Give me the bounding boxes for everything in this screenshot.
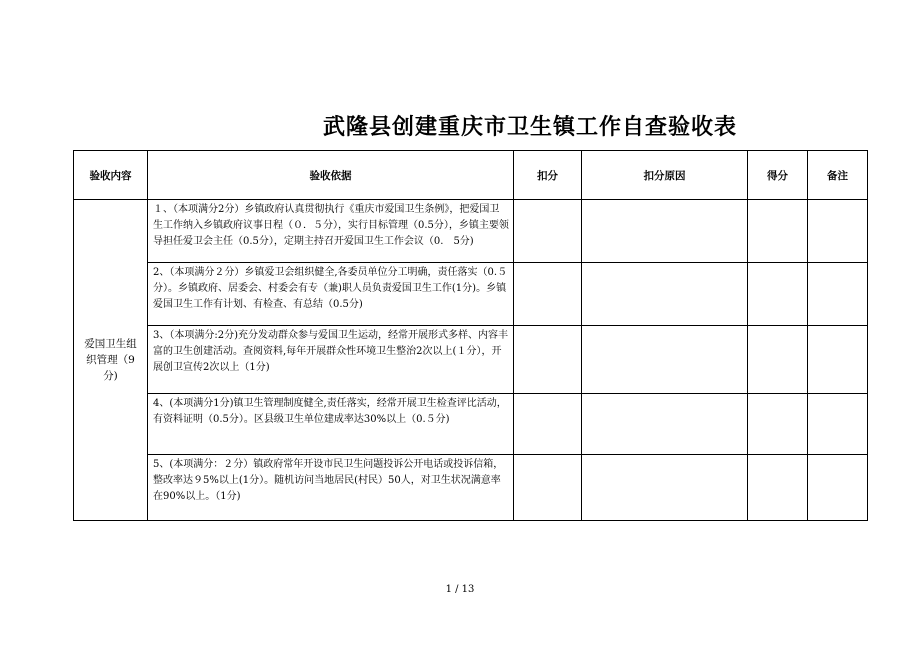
header-deduction-reason: 扣分原因 [582,151,748,200]
header-score: 得分 [748,151,808,200]
score-cell [748,200,808,263]
table-row [74,200,868,263]
reason-cell [582,394,748,455]
remarks-cell [808,455,868,521]
basis-cell: 3、（本项满分:2分)充分发动群众参与爱国卫生运动，经常开展形式多样、内容丰富的卫生创建活动。查阅资料,每年开展群众性环境卫生整治2次以上(１分），开展创卫宣传2次以上（1分) [148,326,514,394]
remarks-cell [808,326,868,394]
deduction-cell [514,200,582,263]
deduction-cell [514,326,582,394]
deduction-cell [514,394,582,455]
score-cell [748,326,808,394]
reason-cell [582,455,748,521]
header-inspection-content: 验收内容 [74,151,148,200]
table-row [74,263,868,326]
score-cell [748,455,808,521]
inspection-table [73,150,868,521]
table-row [74,394,868,455]
deduction-cell [514,263,582,326]
deduction-cell [514,455,582,521]
header-deduction: 扣分 [514,151,582,200]
header-remarks: 备注 [808,151,868,200]
basis-cell: 5、(本项满分：２分）镇政府常年开设市民卫生问题投诉公开电话或投诉信箱，整改率达９5%以上(1分）。随机访问当地居民(村民）50人，对卫生状况满意率在90%以上。（1分) [148,455,514,521]
reason-cell [582,263,748,326]
reason-cell [582,326,748,394]
category-cell: 爱国卫生组织管理（9分) [74,200,148,521]
table-row [74,326,868,394]
score-cell [748,263,808,326]
score-cell [748,394,808,455]
remarks-cell [808,200,868,263]
basis-cell: 4、(本项满分1分)镇卫生管理制度健全,责任落实，经常开展卫生检查评比活动，有资料证明（0.5分）。区县级卫生单位建成率达30%以上（0.５分) [148,394,514,455]
table-row [74,455,868,521]
basis-cell: 2、（本项满分２分）乡镇爱卫会组织健全,各委员单位分工明确，责任落实（0.５分）。乡镇政府、居委会、村委会有专（兼)职人员负责爱国卫生工作(1分)。乡镇爱国卫生工作有计划、有检查、有总结（0.5分) [148,263,514,326]
reason-cell [582,200,748,263]
basis-cell: １、（本项满分2分）乡镇政府认真贯彻执行《重庆市爱国卫生条例》，把爱国卫生工作纳入乡镇政府议事日程（０．５分），实行目标管理（0.5分），乡镇主要领导担任爱卫会主任（0.5分），定期主持召开爱国卫生工作会议（0. 5分) [148,200,514,263]
remarks-cell [808,394,868,455]
page-title: 武隆县创建重庆市卫生镇工作自查验收表 [322,115,737,140]
header-inspection-basis: 验收依据 [148,151,514,200]
page-number: 1 / 13 [445,584,475,595]
remarks-cell [808,263,868,326]
table-header-row [74,151,868,200]
